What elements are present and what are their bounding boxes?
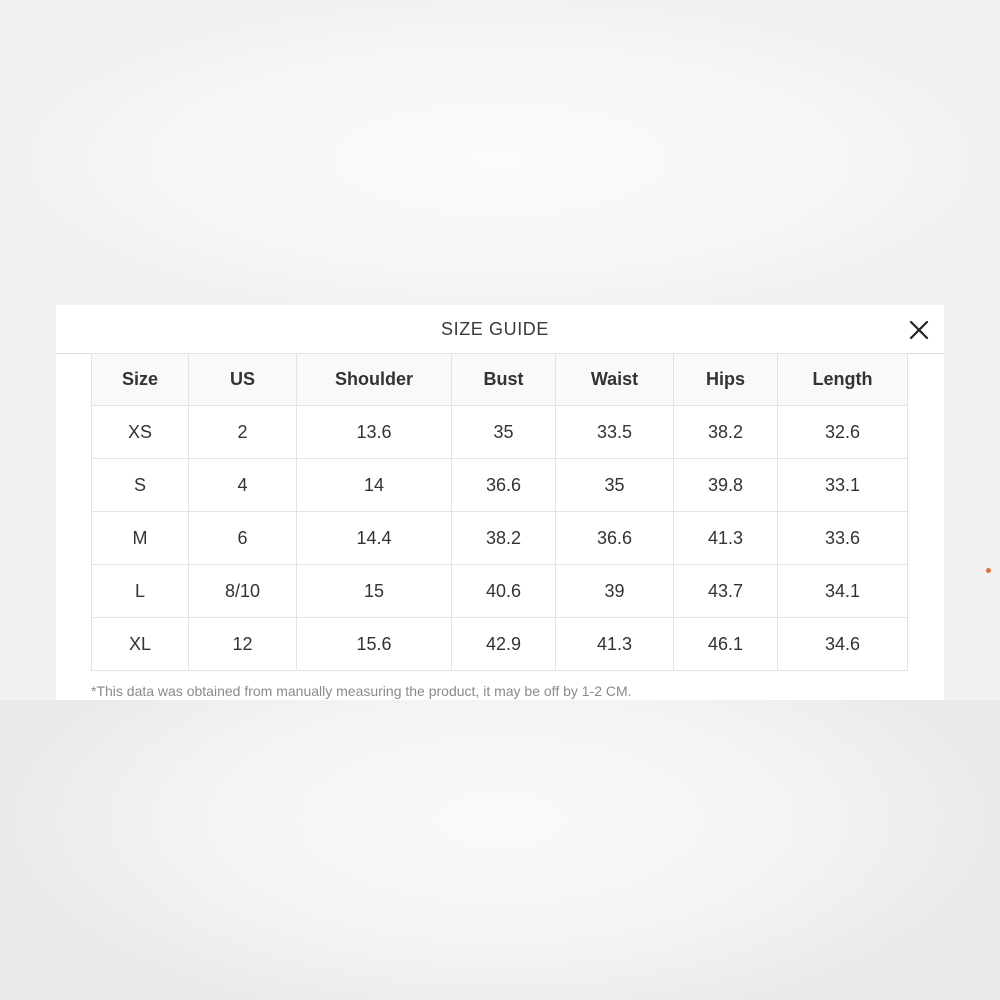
table-cell: 8/10 xyxy=(189,565,297,618)
table-cell: L xyxy=(92,565,189,618)
table-cell: 41.3 xyxy=(556,618,674,671)
table-cell: 4 xyxy=(189,459,297,512)
header-waist: Waist xyxy=(556,354,674,406)
table-cell: 38.2 xyxy=(674,406,778,459)
modal-title: SIZE GUIDE xyxy=(440,319,549,339)
table-cell: 14.4 xyxy=(297,512,452,565)
table-cell: 33.6 xyxy=(778,512,908,565)
measurement-note: *This data was obtained from manually measuring the product, it may be off by 1-2 CM. xyxy=(91,683,632,699)
table-header-row xyxy=(92,354,908,406)
table-row xyxy=(92,406,908,459)
table-cell: 35 xyxy=(452,406,556,459)
table-cell: 35 xyxy=(556,459,674,512)
table-cell: 33.1 xyxy=(778,459,908,512)
table-cell: M xyxy=(92,512,189,565)
table-cell: 36.6 xyxy=(556,512,674,565)
table-cell: S xyxy=(92,459,189,512)
table-cell: 13.6 xyxy=(297,406,452,459)
size-table xyxy=(91,353,908,671)
table-cell: 14 xyxy=(297,459,452,512)
table-cell: 46.1 xyxy=(674,618,778,671)
table-row xyxy=(92,618,908,671)
header-hips: Hips xyxy=(674,354,778,406)
table-cell: 39.8 xyxy=(674,459,778,512)
header-size: Size xyxy=(92,354,189,406)
table-cell: XS xyxy=(92,406,189,459)
table-cell: 6 xyxy=(189,512,297,565)
table-cell: 38.2 xyxy=(452,512,556,565)
table-cell: 40.6 xyxy=(452,565,556,618)
close-icon[interactable] xyxy=(906,317,932,343)
close-button[interactable] xyxy=(906,317,932,343)
table-cell: 34.6 xyxy=(778,618,908,671)
accent-dot xyxy=(986,568,991,573)
table-cell: 12 xyxy=(189,618,297,671)
page-backdrop-bottom xyxy=(0,700,1000,1000)
table-row xyxy=(92,565,908,618)
header-shoulder: Shoulder xyxy=(297,354,452,406)
modal-header xyxy=(56,305,944,354)
table-cell: 36.6 xyxy=(452,459,556,512)
table-cell: 32.6 xyxy=(778,406,908,459)
table-row xyxy=(92,512,908,565)
table-cell: 15 xyxy=(297,565,452,618)
table-cell: 39 xyxy=(556,565,674,618)
header-us: US xyxy=(189,354,297,406)
table-cell: 34.1 xyxy=(778,565,908,618)
size-guide-modal xyxy=(56,305,944,700)
table-cell: 42.9 xyxy=(452,618,556,671)
table-cell: 41.3 xyxy=(674,512,778,565)
table-row xyxy=(92,459,908,512)
table-cell: 33.5 xyxy=(556,406,674,459)
table-cell: 43.7 xyxy=(674,565,778,618)
table-cell: XL xyxy=(92,618,189,671)
header-bust: Bust xyxy=(452,354,556,406)
table-cell: 2 xyxy=(189,406,297,459)
header-length: Length xyxy=(778,354,908,406)
table-cell: 15.6 xyxy=(297,618,452,671)
